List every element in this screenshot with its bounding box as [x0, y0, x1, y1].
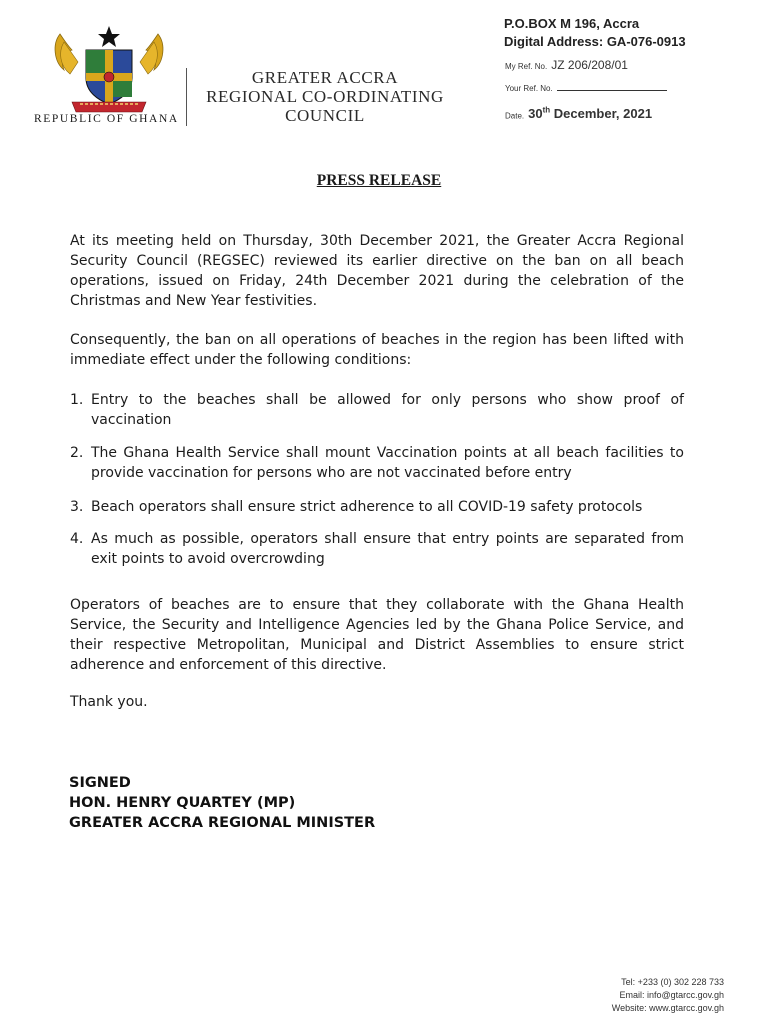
date-suffix: th [542, 106, 551, 115]
operators-paragraph: Operators of beaches are to ensure that they collaborate with the Ghana Health Service, the Security and Intelligence Agencies led by the Ghana Police Service, and their respective Metropolitan, Municipal and District Assemblies to ensure strict adherence and enforcement of this directive. [70, 597, 684, 673]
my-ref-value: JZ 206/208/01 [551, 58, 628, 72]
ghana-coat-of-arms [50, 22, 168, 118]
council-name-line-3: COUNCIL [285, 106, 365, 125]
list-item [70, 443, 684, 483]
list-item [70, 497, 684, 517]
page-title: PRESS RELEASE [316, 172, 442, 189]
date-rest: December, 2021 [553, 106, 653, 122]
list-item-number: 4. [70, 531, 84, 547]
contact-footer [612, 976, 724, 1015]
thanks-text: Thank you. [70, 694, 148, 710]
list-item-number: 1. [70, 392, 84, 408]
signatory-position: GREATER ACCRA REGIONAL MINISTER [69, 815, 376, 831]
po-box: P.O.BOX M 196, Accra [504, 16, 640, 31]
my-ref-label: My Ref. No. [505, 62, 548, 71]
conditions-list-3 [70, 497, 684, 517]
list-item-text: Entry to the beaches shall be allowed for only persons who show proof of vaccination [91, 392, 684, 428]
list-item-number: 2. [70, 445, 84, 461]
your-ref-row [505, 84, 667, 93]
list-item-number: 3. [70, 499, 84, 515]
date-value [528, 106, 652, 121]
list-item-text: The Ghana Health Service shall mount Vaccination points at all beach facilities to provide vaccination for persons who are not vaccinated before entry [91, 445, 684, 481]
conditions-list [70, 390, 684, 430]
signatory-name: HON. HENRY QUARTEY (MP) [69, 795, 296, 811]
republic-of-ghana-label: REPUBLIC OF GHANA [34, 113, 179, 125]
my-ref-row [505, 58, 628, 72]
date-label: Date. [505, 111, 525, 121]
conditions-list-2 [70, 443, 684, 483]
conditions-intro-paragraph: Consequently, the ban on all operations of beaches in the region has been lifted with immediate effect under the following conditions: [70, 332, 684, 368]
your-ref-label: Your Ref. No. [505, 84, 553, 93]
letterhead-divider [186, 68, 187, 126]
council-name-line-2: REGIONAL CO-ORDINATING [206, 87, 444, 106]
signature-block [69, 773, 375, 833]
digital-address: Digital Address: GA-076-0913 [504, 34, 686, 49]
contact-email: Email: info@gtarcc.gov.gh [619, 990, 724, 1000]
contact-tel: Tel: +233 (0) 302 228 733 [621, 977, 724, 987]
contact-website: Website: www.gtarcc.gov.gh [611, 1003, 724, 1013]
council-name-line-1: GREATER ACCRA [251, 68, 399, 87]
list-item [70, 390, 684, 430]
council-name [192, 68, 458, 125]
intro-paragraph: At its meeting held on Thursday, 30th December 2021, the Greater Accra Regional Security Council (REGSEC) reviewed its earlier directive on the ban on all beach operations, issued on Friday, 24th December 2021 during the celebration of the Christmas and New Year festivities. [70, 233, 684, 309]
conditions-list-4 [70, 529, 684, 569]
list-item [70, 529, 684, 569]
your-ref-blank-line [557, 90, 667, 91]
date-row [505, 106, 652, 121]
coat-of-arms-emblem-icon [50, 22, 168, 118]
date-day: 30 [528, 106, 543, 122]
list-item-text: Beach operators shall ensure strict adherence to all COVID-19 safety protocols [91, 499, 643, 515]
signed-label: SIGNED [69, 775, 131, 791]
list-item-text: As much as possible, operators shall ensure that entry points are separated from exit points to avoid overcrowding [91, 531, 684, 567]
